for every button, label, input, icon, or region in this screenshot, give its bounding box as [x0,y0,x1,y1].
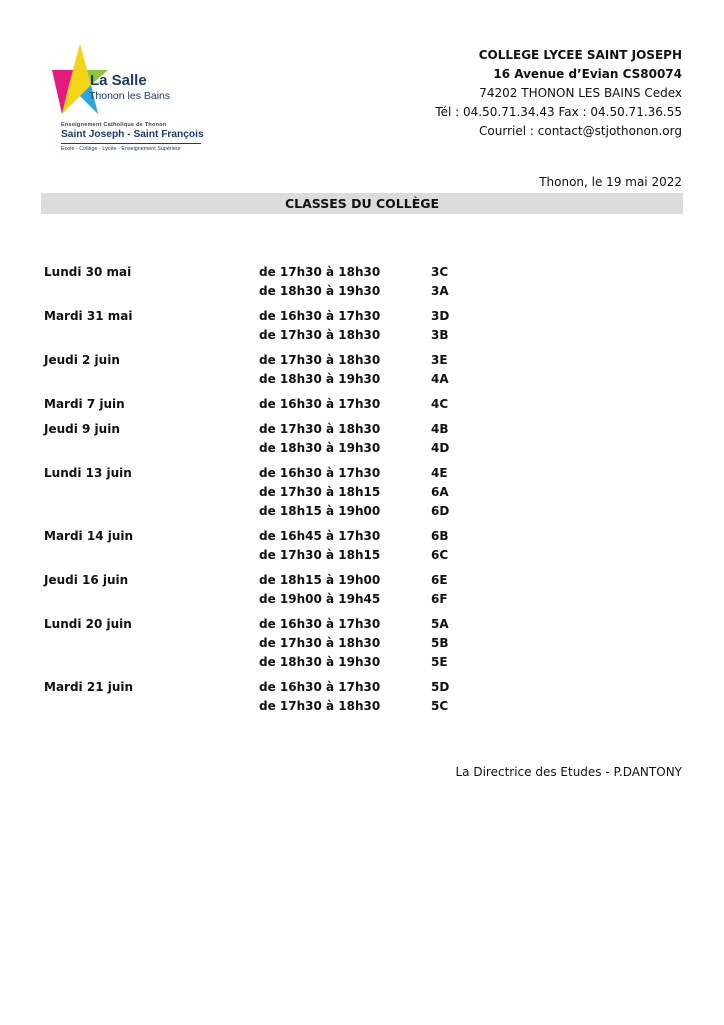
schedule-row [44,307,464,326]
schedule-row [44,395,464,414]
schedule-row [44,546,464,565]
class-code: 3C [431,265,449,279]
schedule-row [44,634,464,653]
class-code: 6D [431,504,450,518]
logo-subtitle: Enseignement Catholique de Thonon [61,122,167,128]
logo-divider [61,143,201,144]
time-range: de 16h30 à 17h30 [259,617,381,631]
day-label: Jeudi 2 juin [44,353,120,367]
class-code: 3D [431,309,450,323]
time-range: de 19h00 à 19h45 [259,592,381,606]
schedule-row [44,615,464,634]
signature: La Directrice des Etudes - P.DANTONY [455,765,682,779]
street-address: 16 Avenue d’Evian CS80074 [493,67,682,81]
schedule-row [44,653,464,672]
schedule-row [44,590,464,609]
day-group [44,351,464,389]
time-range: de 17h30 à 18h30 [259,422,381,436]
day-label: Jeudi 16 juin [44,573,129,587]
day-group [44,395,464,414]
schedule-row [44,678,464,697]
class-code: 4E [431,466,448,480]
schedule-row [44,483,464,502]
day-group [44,263,464,301]
day-group [44,464,464,521]
schedule-row [44,697,464,716]
class-code: 6E [431,573,448,587]
class-code: 4D [431,441,450,455]
time-range: de 17h30 à 18h30 [259,328,381,342]
class-code: 5C [431,699,449,713]
document-date: Thonon, le 19 mai 2022 [539,175,682,189]
schedule-row [44,282,464,301]
class-code: 4A [431,372,449,386]
logo-levels: Ecole - Collège - Lycée - Enseignement Supérieur [61,146,181,152]
section-title: CLASSES DU COLLÈGE [41,193,683,214]
schedule-row [44,263,464,282]
day-label: Lundi 20 juin [44,617,132,631]
time-range: de 17h30 à 18h30 [259,699,381,713]
day-label: Mardi 7 juin [44,397,125,411]
day-group [44,678,464,716]
day-label: Mardi 31 mai [44,309,133,323]
schedule-row [44,571,464,590]
day-group [44,527,464,565]
logo-place: Thonon les Bains [89,90,171,102]
logo-name: La Salle [90,72,147,89]
day-label: Mardi 14 juin [44,529,134,543]
day-label: Lundi 13 juin [44,466,132,480]
time-range: de 16h30 à 17h30 [259,397,381,411]
class-code: 6A [431,485,449,499]
class-code: 4C [431,397,449,411]
schedule-row [44,351,464,370]
class-code: 6B [431,529,449,543]
class-code: 6F [431,592,448,606]
class-code: 5E [431,655,448,669]
day-label: Jeudi 9 juin [44,422,120,436]
day-label: Mardi 21 juin [44,680,134,694]
logo-schools: Saint Joseph - Saint François [61,129,204,140]
class-code: 5D [431,680,450,694]
school-logo [50,40,210,165]
day-group [44,420,464,458]
email: Courriel : contact@stjothonon.org [479,124,682,138]
class-code: 5A [431,617,449,631]
time-range: de 18h30 à 19h30 [259,284,381,298]
class-code: 6C [431,548,449,562]
time-range: de 17h30 à 18h30 [259,353,381,367]
time-range: de 17h30 à 18h30 [259,265,381,279]
time-range: de 18h30 à 19h30 [259,441,381,455]
schedule-list [44,263,464,722]
class-code: 3A [431,284,449,298]
day-label: Lundi 30 mai [44,265,132,279]
class-code: 3B [431,328,449,342]
address-block [435,46,682,141]
time-range: de 18h30 à 19h30 [259,372,381,386]
schedule-row [44,420,464,439]
time-range: de 17h30 à 18h30 [259,636,381,650]
schedule-row [44,326,464,345]
class-code: 5B [431,636,449,650]
class-code: 3E [431,353,448,367]
time-range: de 16h45 à 17h30 [259,529,381,543]
time-range: de 18h15 à 19h00 [259,504,381,518]
day-group [44,615,464,672]
day-group [44,307,464,345]
time-range: de 18h15 à 19h00 [259,573,381,587]
time-range: de 16h30 à 17h30 [259,466,381,480]
class-code: 4B [431,422,449,436]
schedule-row [44,502,464,521]
time-range: de 17h30 à 18h15 [259,485,381,499]
time-range: de 17h30 à 18h15 [259,548,381,562]
time-range: de 16h30 à 17h30 [259,680,381,694]
schedule-row [44,439,464,458]
schedule-row [44,527,464,546]
school-name: COLLEGE LYCEE SAINT JOSEPH [478,48,682,62]
schedule-row [44,370,464,389]
schedule-row [44,464,464,483]
day-group [44,571,464,609]
time-range: de 16h30 à 17h30 [259,309,381,323]
phone-fax: Tél : 04.50.71.34.43 Fax : 04.50.71.36.55 [435,105,682,119]
city-address: 74202 THONON LES BAINS Cedex [479,86,682,100]
time-range: de 18h30 à 19h30 [259,655,381,669]
